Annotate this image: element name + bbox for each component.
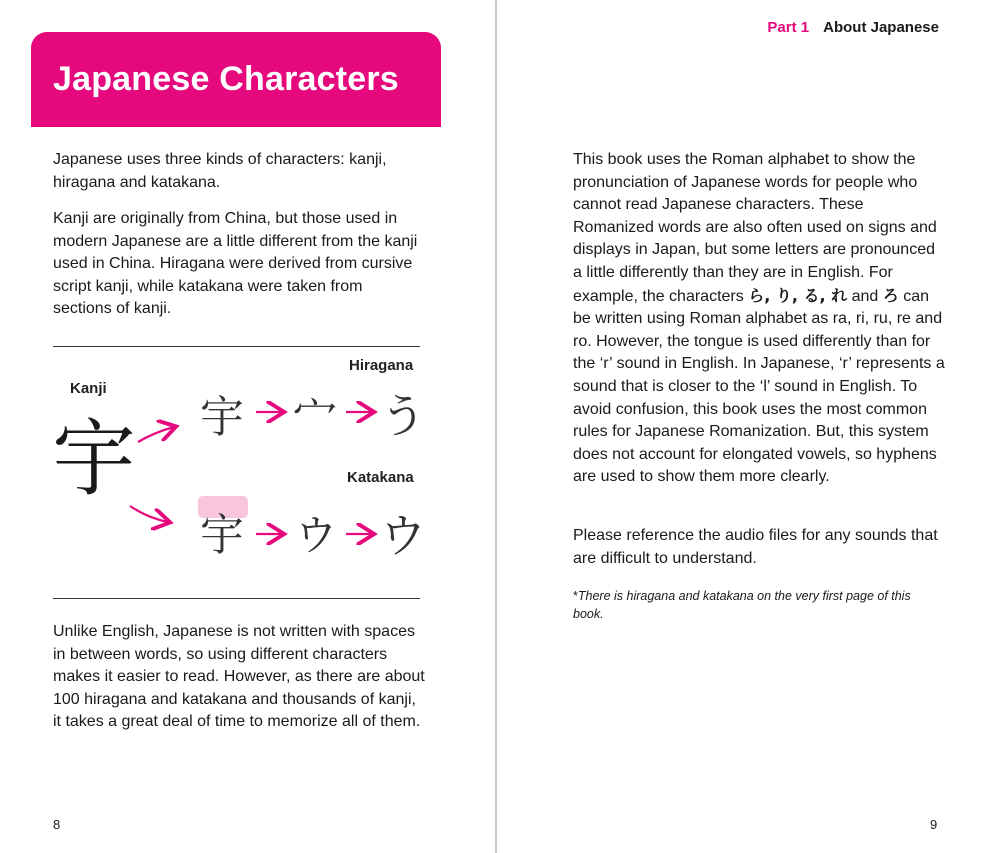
audio-paragraph: Please reference the audio files for any sounds that are difficult to understand. (573, 527, 938, 567)
page-number-left: 8 (53, 817, 61, 832)
hiragana-step-1: 宇 (200, 392, 244, 443)
katakana-step-2: ウ (295, 511, 338, 560)
footnote-text: There is hiragana and katakana on the very first page of this book. (573, 589, 911, 621)
intro-paragraph: Japanese uses three kinds of characters: kanji, hiragana and katakana. (53, 151, 387, 191)
figure-label-katakana: Katakana (347, 469, 414, 486)
romanization-text-c: can be written using Roman alphabet as ra, ri, ru, re and ro. However, the tongue is used differently than for the ‘r’ sound in English. In Japanese, ‘r’ represents a sound that is closer to the ‘l’ sound in English. To avoid confusion, this book uses the most common rules for Japanese Romanization. But, this system does not account for elongated vowels, so hyphens are used to show them more clearly. (573, 287, 945, 486)
right-page (497, 0, 991, 853)
romanization-paragraph (573, 149, 945, 489)
hiragana-step-3: う (380, 389, 426, 443)
arrow-to-hiragana-icon (138, 427, 174, 442)
hiragana-step-2: 宀 (293, 392, 337, 443)
katakana-step-1: 宇 (200, 510, 244, 561)
left-page (0, 0, 495, 853)
figure-label-hiragana: Hiragana (349, 357, 414, 374)
kana-example-ro: ろ (882, 285, 899, 305)
figure-top-rule (53, 346, 420, 347)
title-banner (31, 32, 441, 127)
footnote (573, 587, 943, 623)
figure-bottom-rule (53, 598, 420, 599)
kana-derivation-figure (50, 370, 430, 570)
page-title: Japanese Characters (53, 60, 399, 98)
spacing-paragraph: Unlike English, Japanese is not written with spaces in between words, so using different characters makes it easier to read. However, as there are about 100 hiragana and katakana and thousands of kanji, it takes a great deal of time to memorize all of them. (53, 623, 425, 731)
katakana-step-3: ウ (380, 509, 426, 563)
figure-label-kanji: Kanji (70, 380, 107, 397)
arrow-to-katakana-icon (130, 506, 168, 522)
running-head (767, 19, 939, 36)
kanji-origin-paragraph: Kanji are originally from China, but those used in modern Japanese are a little different from the kanji used in China. Hiragana were derived from cursive script kanji, while katakana were taken from sections of kanji. (53, 210, 418, 318)
romanization-text-a: This book uses the Roman alphabet to show the pronunciation of Japanese words for people who cannot read Japanese characters. These Romanized words are also often used on signs and displays in Japan, but some letters are pronounced a little differently than they are in English. For example, the characters (573, 151, 937, 305)
running-head-part: Part 1 (767, 19, 810, 36)
footnote-mark: * (573, 589, 578, 603)
running-head-title: About Japanese (823, 19, 939, 36)
page-number-right: 9 (930, 817, 938, 832)
romanization-text-b: and (847, 287, 883, 305)
kanji-character: 宇 (52, 410, 137, 508)
kana-examples: ら, り, る, れ (748, 285, 848, 305)
